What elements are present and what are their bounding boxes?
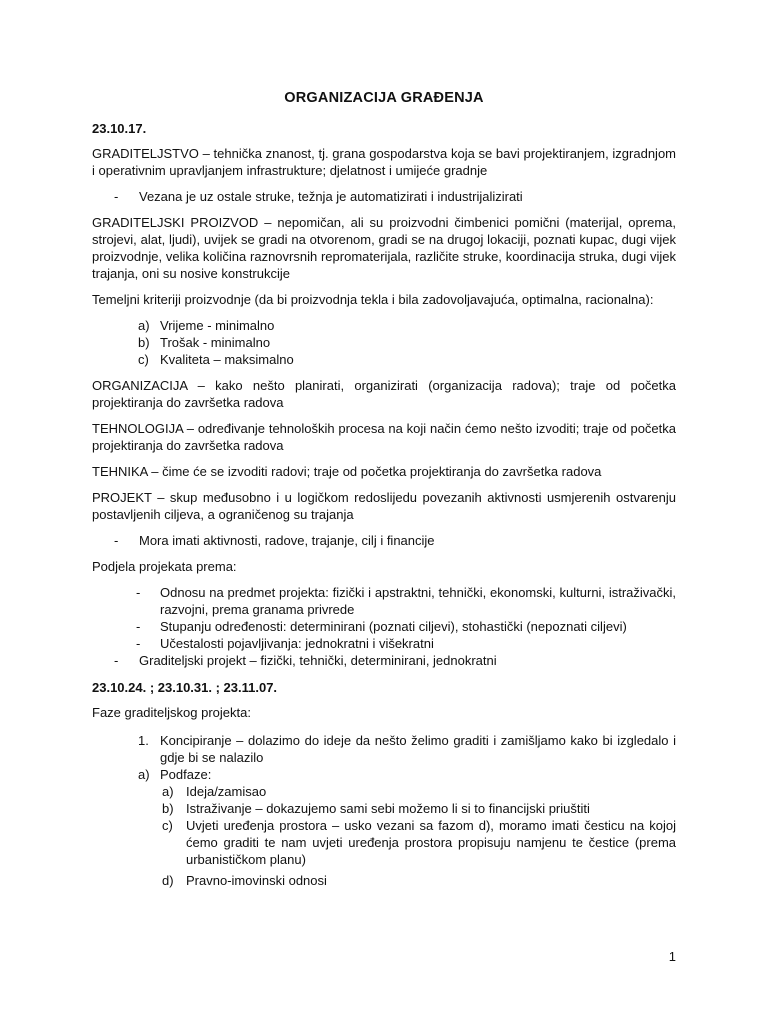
list-marker: b)	[138, 335, 150, 350]
paragraph-faze: Faze graditeljskog projekta:	[92, 705, 251, 720]
list-item: - Graditeljski projekt – fizički, tehnički, determinirani, jednokratni	[92, 652, 676, 669]
list-item: - Učestalosti pojavljivanja: jednokratni i višekratni	[92, 635, 676, 652]
list-marker: d)	[162, 873, 174, 888]
list-item	[92, 317, 676, 334]
list-item	[92, 783, 676, 800]
podfaze-list	[92, 783, 676, 889]
list-item-text: Trošak - minimalno	[160, 335, 271, 350]
document-title: ORGANIZACIJA GRAĐENJA	[284, 90, 484, 106]
list-item: - Odnosu na predmet projekta: fizički i apstraktni, tehnički, ekonomski, kulturni, istraživački, razvojni, prema granama privrede	[92, 584, 676, 618]
paragraph-projekt: PROJEKT – skup međusobno i u logičkom redoslijedu povezanih aktivnosti usmjerenih ostvarenju postavljenih ciljeva, a ograničenog su trajanja	[92, 490, 676, 522]
paragraph-tehnika: TEHNIKA – čime će se izvoditi radovi; traje od početka projektiranja do završetka radova	[92, 464, 602, 479]
list-item-text: Koncipiranje – dolazimo do ideje da nešto želimo graditi i zamišljamo kako bi izgledalo i gdje bi se nalazilo	[160, 733, 676, 765]
list-marker: a)	[138, 318, 150, 333]
document-page	[92, 90, 676, 898]
paragraph-kriteriji: Temeljni kriteriji proizvodnje (da bi proizvodnja tekla i bila zadovoljavajuća, optimalna, racionalna):	[92, 292, 654, 307]
list-item-text: Pravno-imovinski odnosi	[186, 873, 327, 888]
paragraph-graditeljstvo: GRADITELJSTVO – tehnička znanost, tj. grana gospodarstva koja se bavi projektiranjem, izgradnjom i operativnim upravljanjem infrastrukture; djelatnost i umijeće gradnje	[92, 146, 676, 178]
paragraph-tehnologija: TEHNOLOGIJA – određivanje tehnoloških procesa na koji način ćemo nešto izvoditi; traje od početka projektiranja do završetka radova	[92, 421, 676, 453]
date-heading-2: 23.10.24. ; 23.10.31. ; 23.11.07.	[92, 680, 278, 695]
list-item-text: Istraživanje – dokazujemo sami sebi možemo li si to financijski priuštiti	[186, 801, 590, 816]
list-item	[92, 766, 676, 783]
list-marker: 1.	[138, 733, 149, 748]
paragraph-podjela: Podjela projekata prema:	[92, 559, 237, 574]
list-item-text: Ideja/zamisao	[186, 784, 267, 799]
list-marker: c)	[162, 818, 173, 833]
faze-list	[92, 732, 676, 783]
paragraph-organizacija: ORGANIZACIJA – kako nešto planirati, organizirati (organizacija radova); traje od početka projektiranja do završetka radova	[92, 378, 676, 410]
list-item-text: Kvaliteta – maksimalno	[160, 352, 294, 367]
list-marker: c)	[138, 352, 149, 367]
kriteriji-list	[92, 317, 676, 368]
dash-list-1	[92, 188, 676, 205]
list-item-text: Podfaze:	[160, 767, 212, 782]
list-item: - Stupanju određenosti: determinirani (poznati ciljevi), stohastički (nepoznati ciljevi)	[92, 618, 676, 635]
dash-list-2	[92, 532, 676, 549]
list-item	[92, 872, 676, 889]
list-item	[92, 334, 676, 351]
list-item: - Vezana je uz ostale struke, težnja je automatizirati i industrijalizirati	[92, 188, 676, 205]
date-heading-1: 23.10.17.	[92, 121, 147, 136]
list-marker: a)	[138, 767, 150, 782]
list-item	[92, 800, 676, 817]
list-item: - Mora imati aktivnosti, radove, trajanje, cilj i financije	[92, 532, 676, 549]
list-marker: b)	[162, 801, 174, 816]
list-marker: a)	[162, 784, 174, 799]
paragraph-proizvod: GRADITELJSKI PROIZVOD – nepomičan, ali su proizvodni čimbenici pomični (materijal, oprema, strojevi, alat, ljudi), uvijek se gradi na otvorenom, gradi se na drugoj lokaciji, poznati kupac, dugi vijek proizvodnje, velika količina raznovrsnih repromaterijala, različite struke, koordinacija struka, dugi vijek trajanja, oni su nosive konstrukcije	[92, 215, 676, 281]
list-item	[92, 351, 676, 368]
list-item-text: Uvjeti uređenja prostora – usko vezani sa fazom d), moramo imati česticu na kojoj ćemo graditi te nam uvjeti uređenja prostora propisuju namjenu te čestice (prema urbanističkom planu)	[186, 818, 676, 867]
podjela-list	[92, 584, 676, 669]
list-item	[92, 817, 676, 868]
list-item-text: Vrijeme - minimalno	[160, 318, 275, 333]
page-number: 1	[668, 949, 676, 964]
list-item	[92, 732, 676, 766]
